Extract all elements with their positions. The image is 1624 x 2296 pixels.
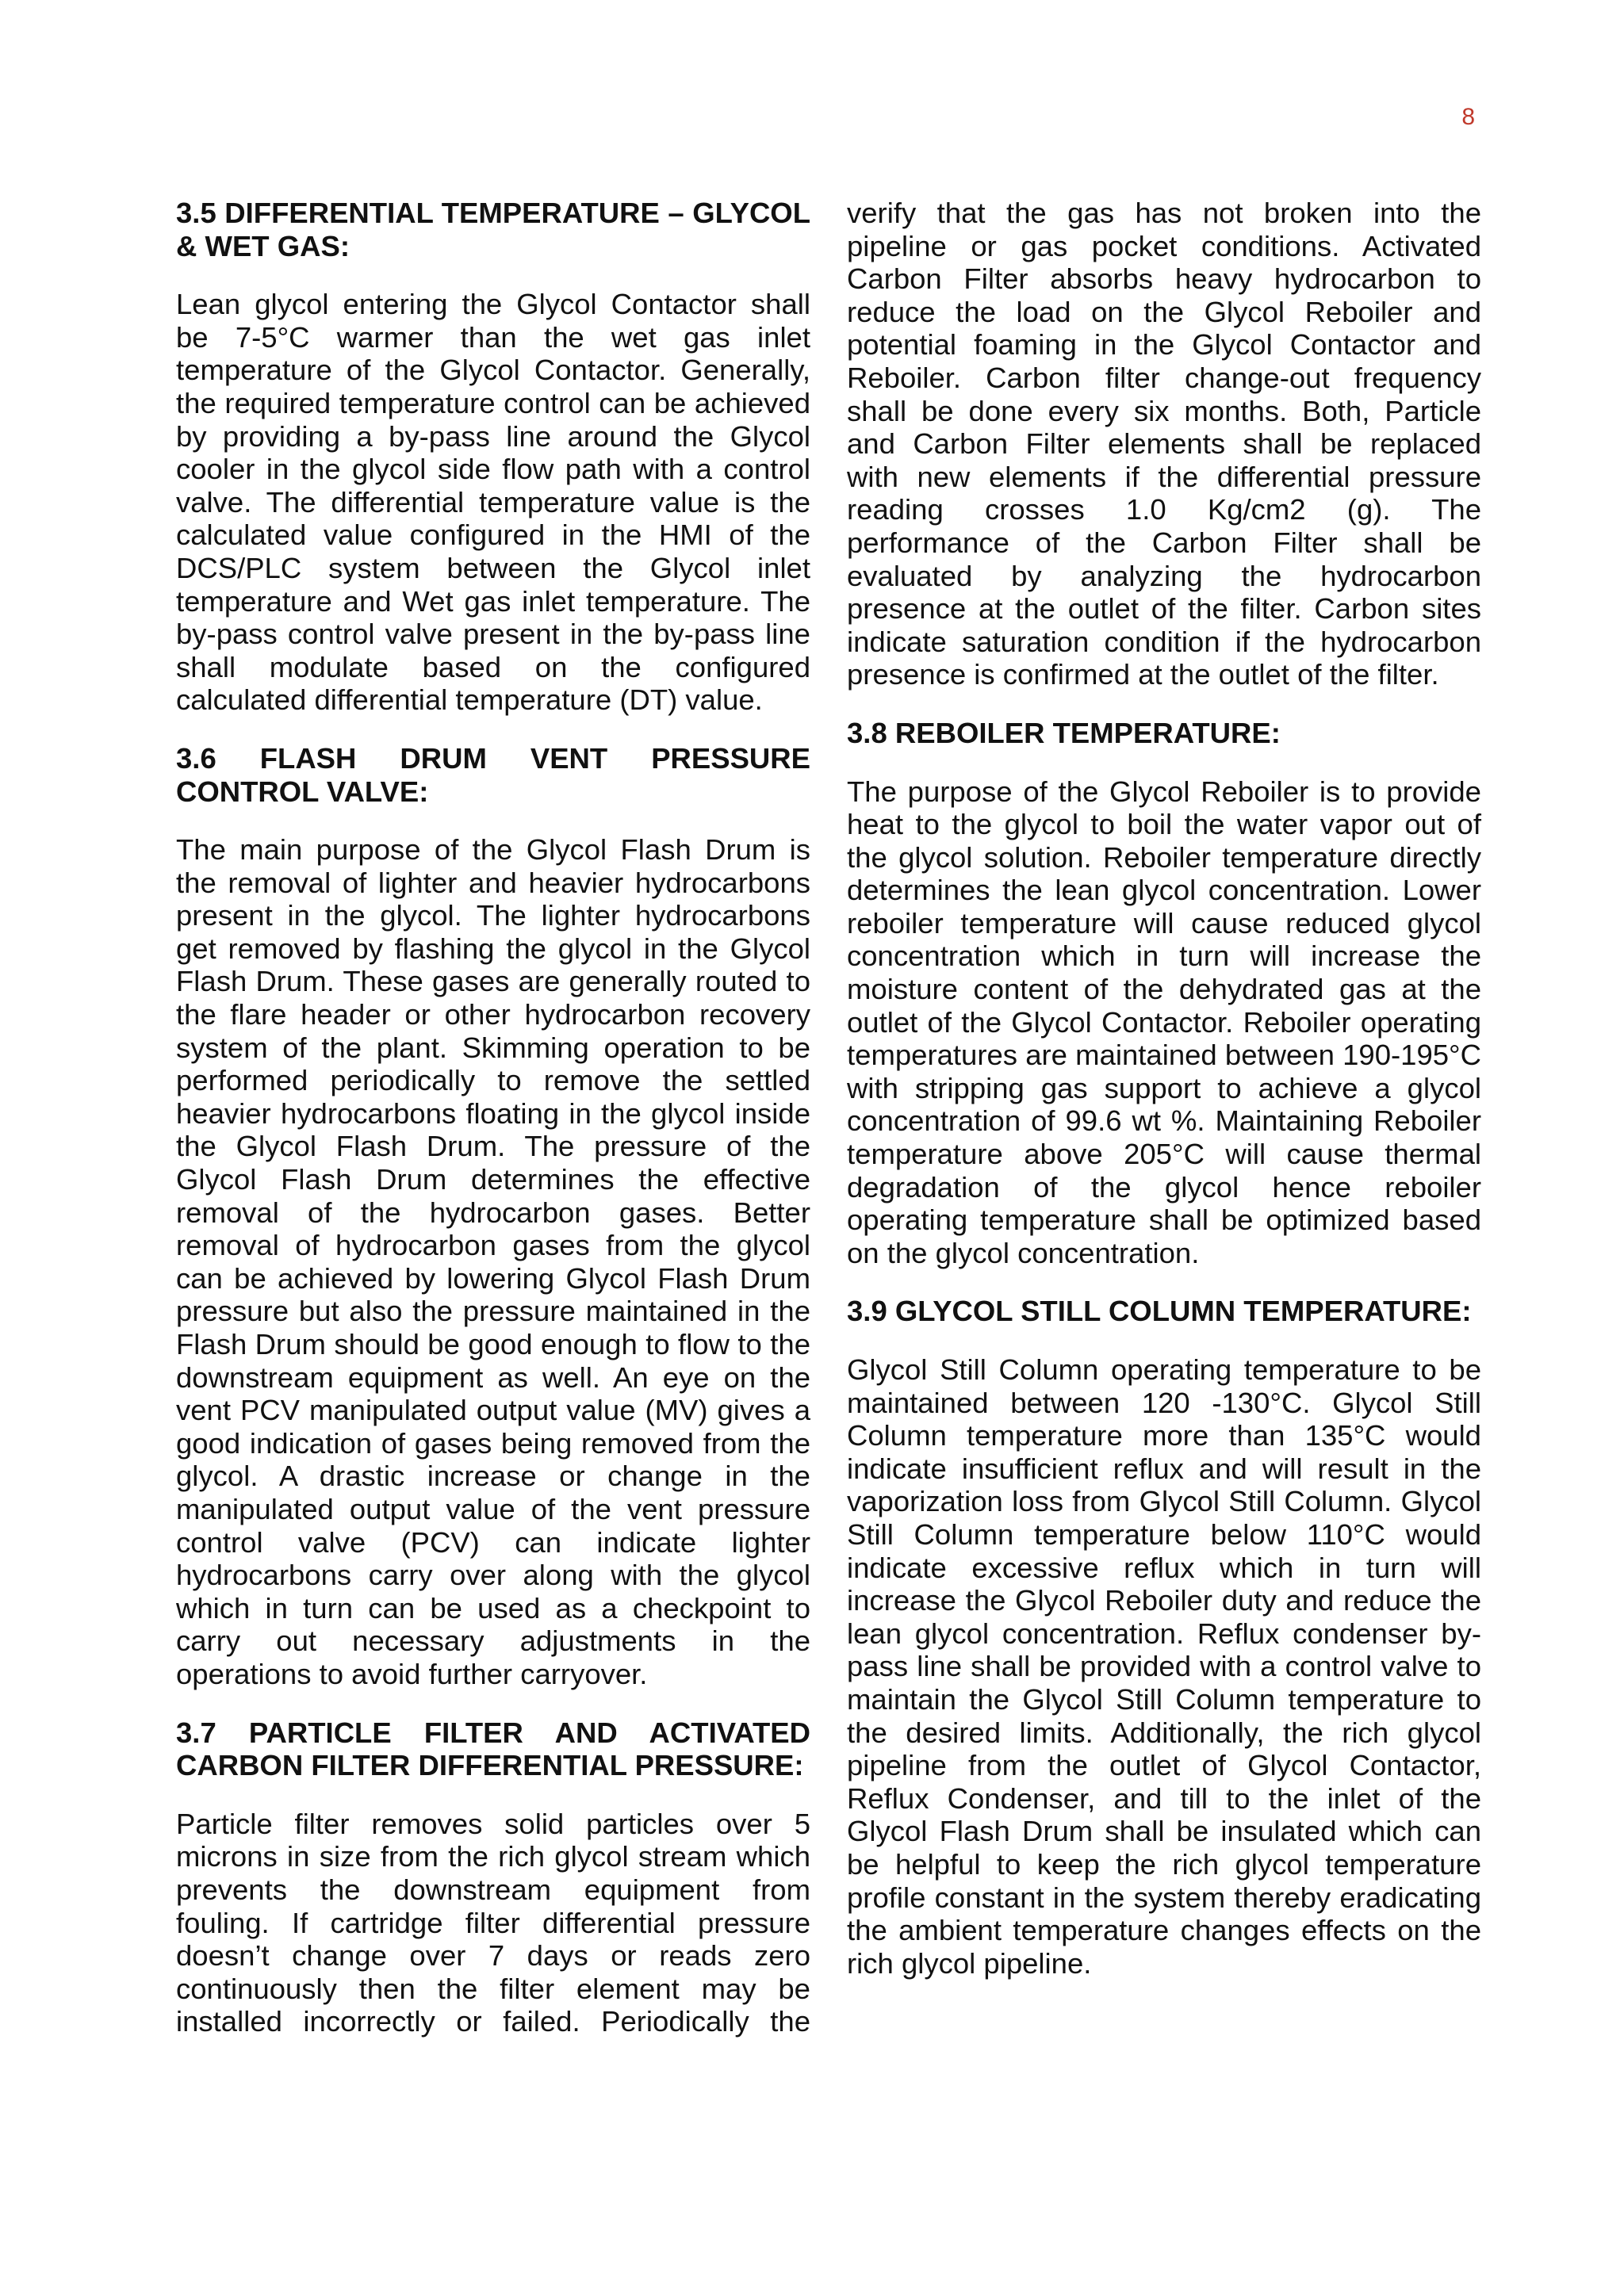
section-3-7-body-continued: verify that the gas has not broken into the pipeline or gas pocket conditions. Activated Carbon Filter absorbs heavy hydrocarbon to reduce the load on the Glycol Reboiler and potential foaming in the Glycol Contactor and Reboiler. Carbon filter change-out frequency shall be done every six months. Both, Particle and Carbon Filter elements shall be replaced with new elements if the differential pressure reading crosses 1.0 Kg/cm2 (g). The performance of the Carbon Filter shall be evaluated by analyzing the hydrocarbon presence at the outlet of the filter. Carbon sites indicate saturation condition if the hydrocarbon presence is confirmed at the outlet of the filter. — [847, 197, 1481, 691]
page-number: 8 — [1461, 104, 1475, 130]
section-3-5-body: Lean glycol entering the Glycol Contactor shall be 7-5°C warmer than the wet gas inlet temperature of the Glycol Contactor. Generally, the required temperature control can be achieved by providing a by-pass line around the Glycol cooler in the glycol side flow path with a control valve. The differential temperature value is the calculated value configured in the HMI of the DCS/PLC system between the Glycol inlet temperature and Wet gas inlet temperature. The by-pass control valve present in the by-pass line shall modulate based on the configured calculated differential temperature (DT) value. — [176, 288, 810, 717]
section-3-7-heading: 3.7 PARTICLE FILTER AND ACTIVATED CARBON FILTER DIFFERENTIAL PRESSURE: — [176, 1716, 810, 1782]
section-3-7-body: Particle filter removes solid particles over 5 microns in size from the rich glycol stream which prevents the downstream equipment from fouling. If cartridge filter differential pressure doesn’t change over 7 days or reads zero continuously then the filter element may be installed incorrectly or failed. Periodically the — [176, 1807, 810, 2038]
section-3-6-heading: 3.6 FLASH DRUM VENT PRESSURE CONTROL VALVE: — [176, 741, 810, 808]
right-column — [847, 197, 1481, 1980]
section-3-9-body: Glycol Still Column operating temperature to be maintained between 120 -130°C. Glycol Still Column temperature more than 135°C would indicate insufficient reflux and will result in the vaporization loss from Glycol Still Column. Glycol Still Column temperature below 110°C would indicate excessive reflux which in turn will increase the Glycol Reboiler duty and reduce the lean glycol concentration. Reflux condenser by-pass line shall be provided with a control valve to maintain the Glycol Still Column temperature to the desired limits. Additionally, the rich glycol pipeline from the outlet of Glycol Contactor, Reflux Condenser, and till to the inlet of the Glycol Flash Drum shall be insulated which can be helpful to keep the rich glycol temperature profile constant in the system thereby eradicating the ambient temperature changes effects on the rich glycol pipeline. — [847, 1353, 1481, 1980]
section-3-5-heading: 3.5 DIFFERENTIAL TEMPERATURE – GLYCOL & WET GAS: — [176, 197, 810, 262]
left-column — [176, 197, 810, 2038]
section-3-8-body: The purpose of the Glycol Reboiler is to provide heat to the glycol to boil the water vapor out of the glycol solution. Reboiler temperature directly determines the lean glycol concentration. Lower reboiler temperature will cause reduced glycol concentration which in turn will increase the moisture content of the dehydrated gas at the outlet of the Glycol Contactor. Reboiler operating temperatures are maintained between 190-195°C with stripping gas support to achieve a glycol concentration of 99.6 wt %. Maintaining Reboiler temperature above 205°C will cause thermal degradation of the glycol hence reboiler operating temperature shall be optimized based on the glycol concentration. — [847, 775, 1481, 1269]
section-3-9-heading: 3.9 GLYCOL STILL COLUMN TEMPERATURE: — [847, 1295, 1472, 1328]
section-3-8-heading: 3.8 REBOILER TEMPERATURE: — [847, 716, 1281, 749]
section-3-6-body: The main purpose of the Glycol Flash Drum is the removal of lighter and heavier hydrocarbons present in the glycol. The lighter hydrocarbons get removed by flashing the glycol in the Glycol Flash Drum. These gases are generally routed to the flare header or other hydrocarbon recovery system of the plant. Skimming operation to be performed periodically to remove the settled heavier hydrocarbons floating in the glycol inside the Glycol Flash Drum. The pressure of the Glycol Flash Drum determines the effective removal of the hydrocarbon gases. Better removal of hydrocarbon gases from the glycol can be achieved by lowering Glycol Flash Drum pressure but also the pressure maintained in the Flash Drum should be good enough to flow to the downstream equipment as well. An eye on the vent PCV manipulated output value (MV) gives a good indication of gases being removed from the glycol. A drastic increase or change in the manipulated output value of the vent pressure control valve (PCV) can indicate lighter hydrocarbons carry over along with the glycol which in turn can be used as a checkpoint to carry out necessary adjustments in the operations to avoid further carryover. — [176, 833, 810, 1690]
